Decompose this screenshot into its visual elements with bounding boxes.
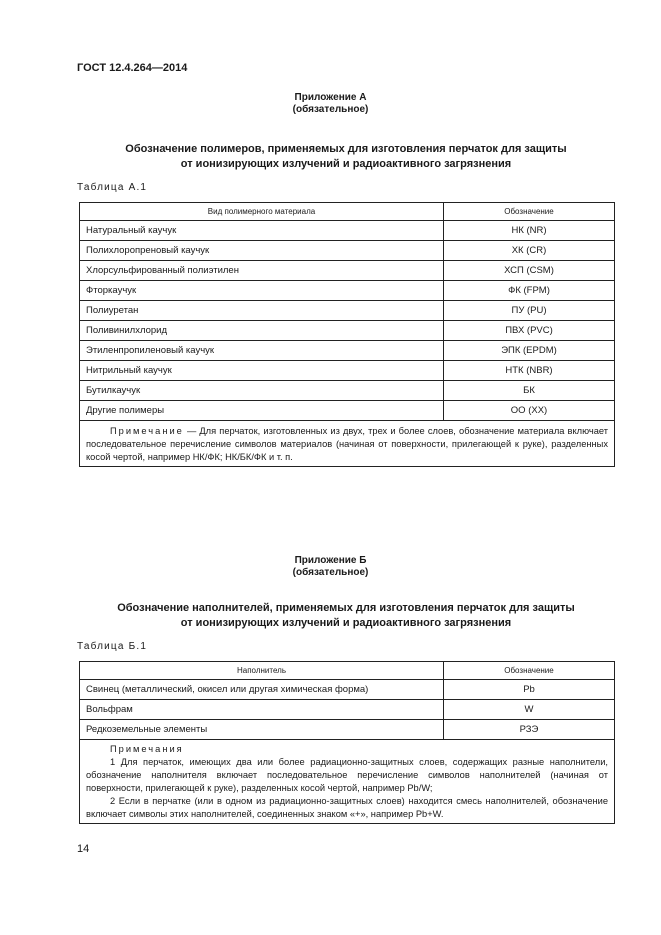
table-b1-cell-code: W [444, 700, 615, 720]
table-a1-row [80, 401, 615, 421]
annex-a-heading [77, 142, 615, 172]
annex-b-status: (обязательное) [292, 567, 369, 578]
annex-b-title-text: Приложение Б [294, 555, 367, 566]
annex-a-title-text: Приложение А [294, 92, 367, 103]
table-b1-row [80, 680, 615, 700]
table-b1-notes [80, 740, 615, 824]
table-a1-cell-name: Другие полимеры [80, 401, 444, 421]
table-a1-cell-code: НТК (NBR) [444, 361, 615, 381]
table-a1 [79, 202, 615, 467]
table-a1-note-text: — Для перчаток, изготовленных из двух, трех и более слоев, обозначение материала включает последовательное перечисление символов материалов (начиная от поверхности, прилегающей к руке), разделенных косой чертой, например НК/ФК; НК/БК/ФК и т. п. [86, 425, 608, 462]
table-a1-cell-name: Натуральный каучук [80, 221, 444, 241]
table-a1-row [80, 301, 615, 321]
table-a1-row [80, 321, 615, 341]
table-a1-row [80, 241, 615, 261]
table-a1-header-material: Вид полимерного материала [80, 203, 444, 221]
table-a1-row [80, 381, 615, 401]
table-a1-cell-code: ПВХ (PVC) [444, 321, 615, 341]
table-b1-cell-name: Редкоземельные элементы [80, 720, 444, 740]
table-a1-cell-name: Нитрильный каучук [80, 361, 444, 381]
annex-b-title [0, 555, 661, 579]
annex-a-heading-line2: от ионизирующих излучений и радиоактивного загрязнения [180, 158, 512, 170]
table-a1-cell-code: ЭПК (EPDM) [444, 341, 615, 361]
table-a1-cell-code: БК [444, 381, 615, 401]
table-a1-cell-name: Фторкаучук [80, 281, 444, 301]
table-b1-cell-name: Вольфрам [80, 700, 444, 720]
table-b1-cell-name: Свинец (металлический, окисел или другая химическая форма) [80, 680, 444, 700]
table-b1 [79, 661, 615, 824]
table-a1-cell-code: ПУ (PU) [444, 301, 615, 321]
document-code: ГОСТ 12.4.264—2014 [77, 62, 188, 74]
table-a1-cell-name: Полихлоропреновый каучук [80, 241, 444, 261]
table-a1-row [80, 361, 615, 381]
table-a1-row [80, 341, 615, 361]
table-a1-cell-name: Поливинилхлорид [80, 321, 444, 341]
table-b1-notes-label: Примечания [110, 744, 184, 754]
annex-a-status: (обязательное) [292, 104, 369, 115]
table-a1-cell-code: НК (NR) [444, 221, 615, 241]
table-a1-cell-name: Полиуретан [80, 301, 444, 321]
table-b1-cell-code: РЗЭ [444, 720, 615, 740]
annex-a-title [0, 92, 661, 116]
table-a1-cell-code: ФК (FPM) [444, 281, 615, 301]
table-b1-note-2: 2 Если в перчатке (или в одном из радиационно-защитных слоев) находится смесь наполнителей, обозначение включает символы этих наполнителей, соединенных знаком «+», например Pb+W. [86, 796, 608, 819]
annex-b-heading-line2: от ионизирующих излучений и радиоактивного загрязнения [180, 617, 512, 629]
table-a1-row [80, 221, 615, 241]
table-a1-cell-code: ХСП (CSM) [444, 261, 615, 281]
table-a1-note-label: Примечание [110, 425, 184, 436]
table-b1-row [80, 700, 615, 720]
table-b1-header-designation: Обозначение [444, 662, 615, 680]
table-b1-header-filler: Наполнитель [80, 662, 444, 680]
page-number: 14 [77, 843, 90, 855]
table-a1-note [80, 421, 615, 467]
annex-b-heading [77, 601, 615, 631]
table-a1-cell-name: Бутилкаучук [80, 381, 444, 401]
table-a1-row [80, 281, 615, 301]
table-b1-note-1: 1 Для перчаток, имеющих два или более радиационно-защитных слоев, содержащих разные наполнители, обозначение наполнителя включает последовательное перечисление символов наполнителей (начиная от поверхности, прилегающей к руке), разделенных косой чертой, например Pb/W; [86, 757, 608, 793]
table-b1-cell-code: Pb [444, 680, 615, 700]
annex-a-heading-line1: Обозначение полимеров, применяемых для изготовления перчаток для защиты [125, 143, 567, 155]
annex-b-heading-line1: Обозначение наполнителей, применяемых для изготовления перчаток для защиты [117, 602, 575, 614]
table-a1-cell-code: ХК (CR) [444, 241, 615, 261]
table-b1-label: Таблица Б.1 [77, 641, 148, 652]
table-a1-cell-code: ОО (XX) [444, 401, 615, 421]
table-a1-cell-name: Этиленпропиленовый каучук [80, 341, 444, 361]
table-b1-row [80, 720, 615, 740]
table-a1-header-designation: Обозначение [444, 203, 615, 221]
table-a1-row [80, 261, 615, 281]
table-a1-cell-name: Хлорсульфированный полиэтилен [80, 261, 444, 281]
table-a1-label: Таблица А.1 [77, 182, 148, 193]
